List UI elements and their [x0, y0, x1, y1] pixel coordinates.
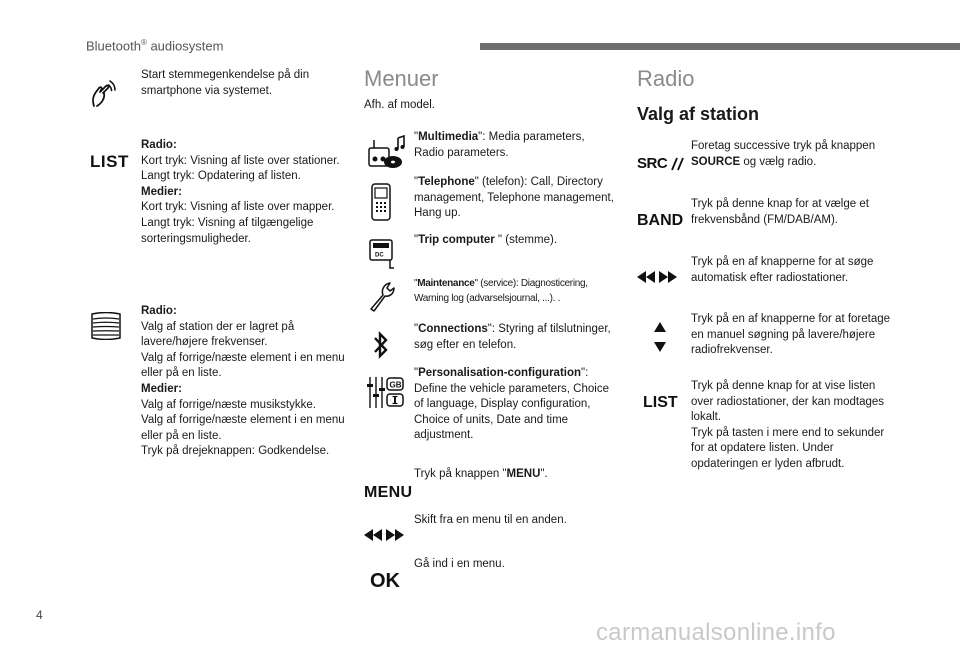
list-button-description: Radio: Kort tryk: Visning af liste over stationer. Langt tryk: Opdatering af listen. Medier: Kort tryk: Visning af liste over mapper. Langt tryk: Visning af tilgængelige sorteringsmuligheder.	[141, 139, 340, 245]
language-icon-label: GB	[389, 380, 402, 390]
source-button-icon	[637, 155, 685, 172]
thumbwheel-description: Radio: Valg af station der er lagret på lavere/højere frekvenser. Valg af forrige/næste element i en menu eller på en liste. Medier: Valg af forrige/næste musikstykke. Valg af forrige/næste element i en menu eller på en liste. Tryk på drejeknappen: Godkendelse.	[141, 305, 345, 458]
maintenance-item: "Maintenance" (service): Diagnosticering, Warning log (advarselsjournal, ...). .	[414, 278, 588, 304]
telephone-item: "Telephone" (telefon): Call, Directory management, Telephone management, Hang up.	[414, 176, 614, 220]
voice-recognition-text: Start stemmegenkendelse på din smartphone via systemet.	[141, 69, 310, 97]
trip-computer-icon-label: DC	[375, 252, 384, 259]
seek-arrows-icon	[637, 270, 677, 284]
multimedia-icon	[366, 134, 408, 172]
connections-item: "Connections": Styring af tilslutninger, søg efter en telefon.	[414, 323, 611, 351]
multimedia-item: "Multimedia": Media parameters, Radio parameters.	[414, 131, 585, 159]
menus-heading: Menuer	[364, 66, 439, 91]
list-station-button-icon: LIST	[643, 394, 678, 411]
menu-button-icon: MENU	[364, 484, 413, 501]
header-bar	[480, 43, 960, 50]
source-button-label: SRC	[637, 155, 668, 172]
menu-button-text: Tryk på knappen "MENU".	[414, 468, 548, 480]
menus-subtitle: Afh. af model.	[364, 99, 435, 111]
ok-button-icon: OK	[370, 570, 400, 592]
wrench-icon	[367, 280, 397, 312]
ok-button-text: Gå ind i en menu.	[414, 558, 505, 570]
phone-handset-icon	[669, 157, 685, 171]
list-station-text: Tryk på denne knap for at vise listen over radiostationer, der kan modtages lokalt. Tryk på tasten i mere end to sekunder for at opdatere listen. Under opdateringen er lyden afbrudt.	[691, 380, 885, 470]
left-right-arrows-icon	[364, 528, 404, 542]
arrows-text: Skift fra en menu til en anden.	[414, 514, 567, 526]
list-button-icon: LIST	[90, 152, 129, 171]
manual-search-text: Tryk på en af knapperne for at foretage en manuel søgning på lavere/højere radiofrekvenser.	[691, 313, 891, 357]
up-down-arrows-icon	[653, 320, 667, 354]
watermark: carmanualsonline.info	[596, 619, 836, 646]
header-title: Bluetooth® audiosystem	[86, 38, 224, 54]
personalisation-item: "Personalisation-configuration": Define the vehicle parameters, Choice of language, Display configuration, Choice of units, Date and time adjustment.	[414, 367, 609, 442]
thumbwheel-icon	[88, 312, 124, 340]
band-button-icon: BAND	[637, 212, 684, 229]
station-selection-heading: Valg af station	[637, 104, 760, 124]
source-text: Foretag successive tryk på knappen SOURCE og vælg radio.	[691, 140, 876, 168]
radio-heading: Radio	[637, 66, 695, 91]
page-number: 4	[36, 608, 43, 622]
telephone-icon	[370, 182, 392, 222]
trip-computer-item: "Trip computer " (stemme).	[414, 234, 558, 246]
personalisation-icon	[366, 374, 406, 410]
bluetooth-icon	[372, 330, 390, 360]
trip-computer-icon	[368, 238, 396, 270]
band-text: Tryk på denne knap for at vælge et frekvensbånd (FM/DAB/AM).	[691, 198, 869, 226]
voice-recognition-icon	[88, 78, 122, 108]
seek-text: Tryk på en af knapperne for at søge automatisk efter radiostationer.	[691, 256, 874, 284]
